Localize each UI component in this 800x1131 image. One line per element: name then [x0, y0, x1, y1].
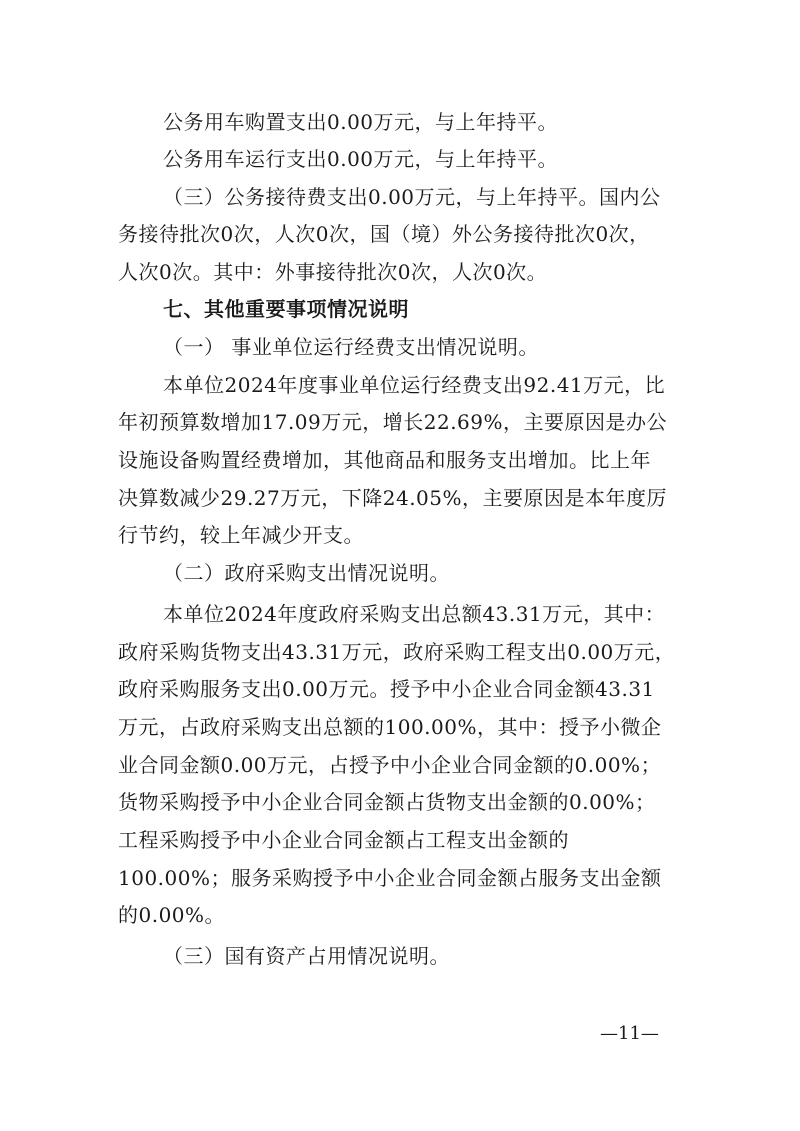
subheading-operating-expenses: （一） 事业单位运行经费支出情况说明。 — [163, 335, 539, 359]
text-line-operating-4: 决算数减少29.27万元，下降24.05%，主要原因是本年度厉 — [118, 486, 668, 510]
text-line-procurement-4: 万元，占政府采购支出总额的100.00%，其中：授予小微企 — [118, 715, 662, 739]
section-heading-other-matters: 七、其他重要事项情况说明 — [163, 297, 409, 321]
text-line-procurement-1: 本单位2024年度政府采购支出总额43.31万元，其中： — [163, 602, 666, 626]
text-line-operating-3: 设施设备购置经费增加，其他商品和服务支出增加。比上年 — [118, 448, 651, 472]
text-line-reception-2: 务接待批次0次，人次0次，国（境）外公务接待批次0次， — [118, 222, 650, 246]
text-line-reception-3: 人次0次。其中：外事接待批次0次，人次0次。 — [118, 260, 548, 284]
text-line-procurement-7: 工程采购授予中小企业合同金额占工程支出金额的 — [118, 828, 569, 852]
page-number: —11— — [600, 1023, 659, 1044]
text-line-procurement-3: 政府采购服务支出0.00万元。授予中小企业合同金额43.31 — [118, 677, 655, 701]
text-line-procurement-5: 业合同金额0.00万元，占授予中小企业合同金额的0.00%； — [118, 753, 662, 777]
text-line-vehicle-operation: 公务用车运行支出0.00万元，与上年持平。 — [163, 147, 559, 171]
text-line-procurement-8: 100.00%；服务采购授予中小企业合同金额占服务支出金额 — [118, 866, 662, 890]
subheading-state-assets: （三）国有资产占用情况说明。 — [163, 944, 450, 968]
text-line-procurement-6: 货物采购授予中小企业合同金额占货物支出金额的0.00%； — [118, 790, 656, 814]
text-line-procurement-9: 的0.00%。 — [118, 903, 226, 927]
text-line-operating-1: 本单位2024年度事业单位运行经费支出92.41万元，比 — [163, 373, 666, 397]
text-line-reception-1: （三）公务接待费支出0.00万元，与上年持平。国内公 — [163, 185, 661, 209]
subheading-government-procurement: （二）政府采购支出情况说明。 — [163, 561, 450, 585]
text-line-operating-5: 行节约，较上年减少开支。 — [118, 523, 364, 547]
text-line-procurement-2: 政府采购货物支出43.31万元，政府采购工程支出0.00万元， — [118, 640, 676, 664]
text-line-vehicle-purchase: 公务用车购置支出0.00万元，与上年持平。 — [163, 110, 559, 134]
text-line-operating-2: 年初预算数增加17.09万元，增长22.69%，主要原因是办公 — [118, 410, 668, 434]
